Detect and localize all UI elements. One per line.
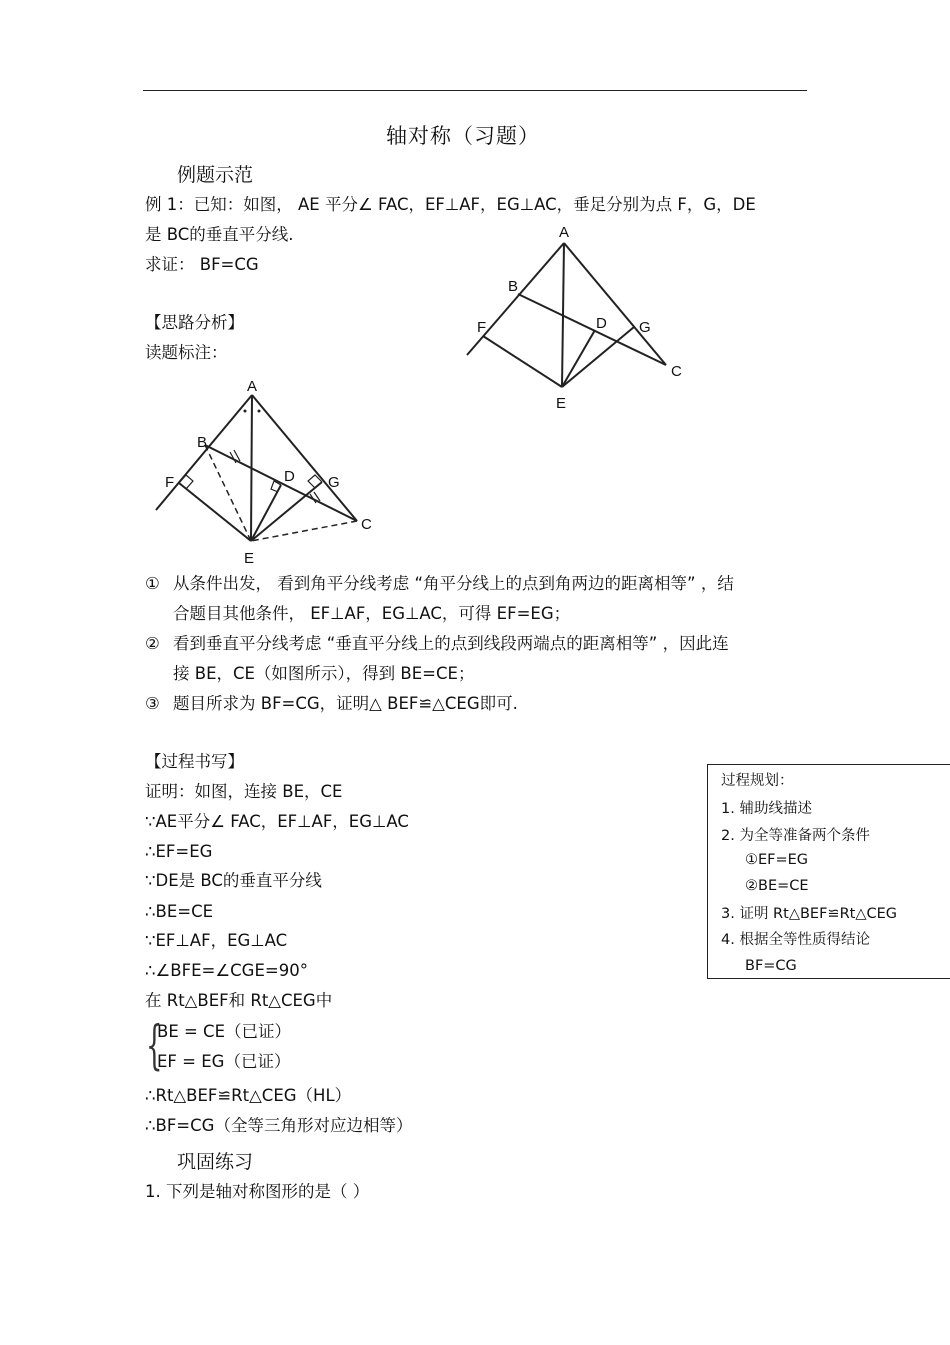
proof-line-3: ∴EF=EG: [145, 842, 213, 861]
plan-title: 过程规划：: [721, 773, 794, 789]
plan-item-2: 2. 为全等准备两个条件: [721, 828, 870, 844]
step-2-line-1: 看到垂直平分线考虑 “垂直平分线上的点到线段两端点的距离相等” ，因此连: [173, 634, 729, 653]
plan-item-4-result: BF=CG: [745, 958, 797, 974]
problem-line-2: 是 BC的垂直平分线.: [145, 225, 294, 244]
fig1-label-f: F: [477, 319, 487, 336]
fig1-label-b: B: [508, 278, 519, 295]
step-1-line-2: 合题目其他条件， EF⊥AF，EG⊥AC，可得 EF=EG；: [173, 604, 571, 623]
fig1-label-a: A: [559, 224, 570, 241]
step-3-num: ③: [145, 694, 160, 713]
conclusion-line-2: ∴BF=CG（全等三角形对应边相等）: [145, 1116, 413, 1135]
fig1-label-e: E: [556, 395, 567, 412]
annotated-figure: [150, 375, 390, 570]
fig2-label-e: E: [244, 550, 255, 567]
analysis-heading: 【思路分析】: [145, 313, 244, 332]
proof-line-4: ∵DE是 BC的垂直平分线: [145, 871, 322, 890]
problem-figure: [450, 215, 700, 415]
fig2-label-f: F: [165, 474, 175, 491]
proof-line-2: ∵AE平分∠ FAC，EF⊥AF，EG⊥AC: [145, 812, 409, 831]
fig1-label-d: D: [596, 315, 607, 332]
proof-line-8: 在 Rt△BEF和 Rt△CEG中: [145, 991, 333, 1010]
plan-item-2a: ①EF=EG: [745, 852, 809, 868]
fig1-label-g: G: [639, 319, 651, 336]
section-example-heading: 例题示范: [177, 164, 254, 186]
fig2-label-d: D: [284, 468, 295, 485]
fig2-label-a: A: [247, 378, 258, 395]
fig2-label-g: G: [328, 474, 340, 491]
conclusion-line-1: ∴Rt△BEF≌Rt△CEG（HL）: [145, 1086, 352, 1105]
plan-item-3: 3. 证明 Rt△BEF≌Rt△CEG: [721, 906, 897, 922]
step-2-num: ②: [145, 634, 160, 653]
plan-item-4: 4. 根据全等性质得结论: [721, 932, 870, 948]
section-practice-heading: 巩固练习: [177, 1151, 254, 1173]
process-heading: 【过程书写】: [145, 752, 244, 771]
practice-question-1: 1. 下列是轴对称图形的是（ ）: [145, 1182, 370, 1201]
proof-line-6: ∵EF⊥AF，EG⊥AC: [145, 931, 288, 950]
page-title: 轴对称（习题）: [386, 124, 540, 148]
fig2-label-b: B: [197, 434, 208, 451]
system-line-1: BE = CE（已证）: [157, 1022, 292, 1041]
problem-line-1: 例 1：已知：如图， AE 平分∠ FAC，EF⊥AF，EG⊥AC，垂足分别为点 F，G，DE: [145, 195, 756, 214]
plan-item-1: 1. 辅助线描述: [721, 801, 812, 817]
system-line-2: EF = EG（已证）: [157, 1052, 291, 1071]
proof-line-1: 证明：如图，连接 BE，CE: [145, 782, 343, 801]
step-1-line-1: 从条件出发， 看到角平分线考虑 “角平分线上的点到角两边的距离相等” ，结: [173, 574, 734, 593]
fig1-label-c: C: [671, 363, 682, 380]
equation-brace: {: [146, 1016, 163, 1076]
step-2-line-2: 接 BE，CE（如图所示），得到 BE=CE；: [173, 664, 475, 683]
plan-item-2b: ②BE=CE: [745, 878, 809, 894]
step-3-line-1: 题目所求为 BF=CG，证明△ BEF≌△CEG即可.: [173, 694, 518, 713]
proof-line-5: ∴BE=CE: [145, 902, 214, 921]
step-1-num: ①: [145, 574, 160, 593]
fig2-label-c: C: [361, 516, 372, 533]
top-rule: [143, 90, 807, 91]
proof-line-7: ∴∠BFE=∠CGE=90°: [145, 961, 308, 980]
problem-line-3: 求证： BF=CG: [145, 255, 259, 274]
read-label: 读题标注：: [145, 343, 228, 362]
